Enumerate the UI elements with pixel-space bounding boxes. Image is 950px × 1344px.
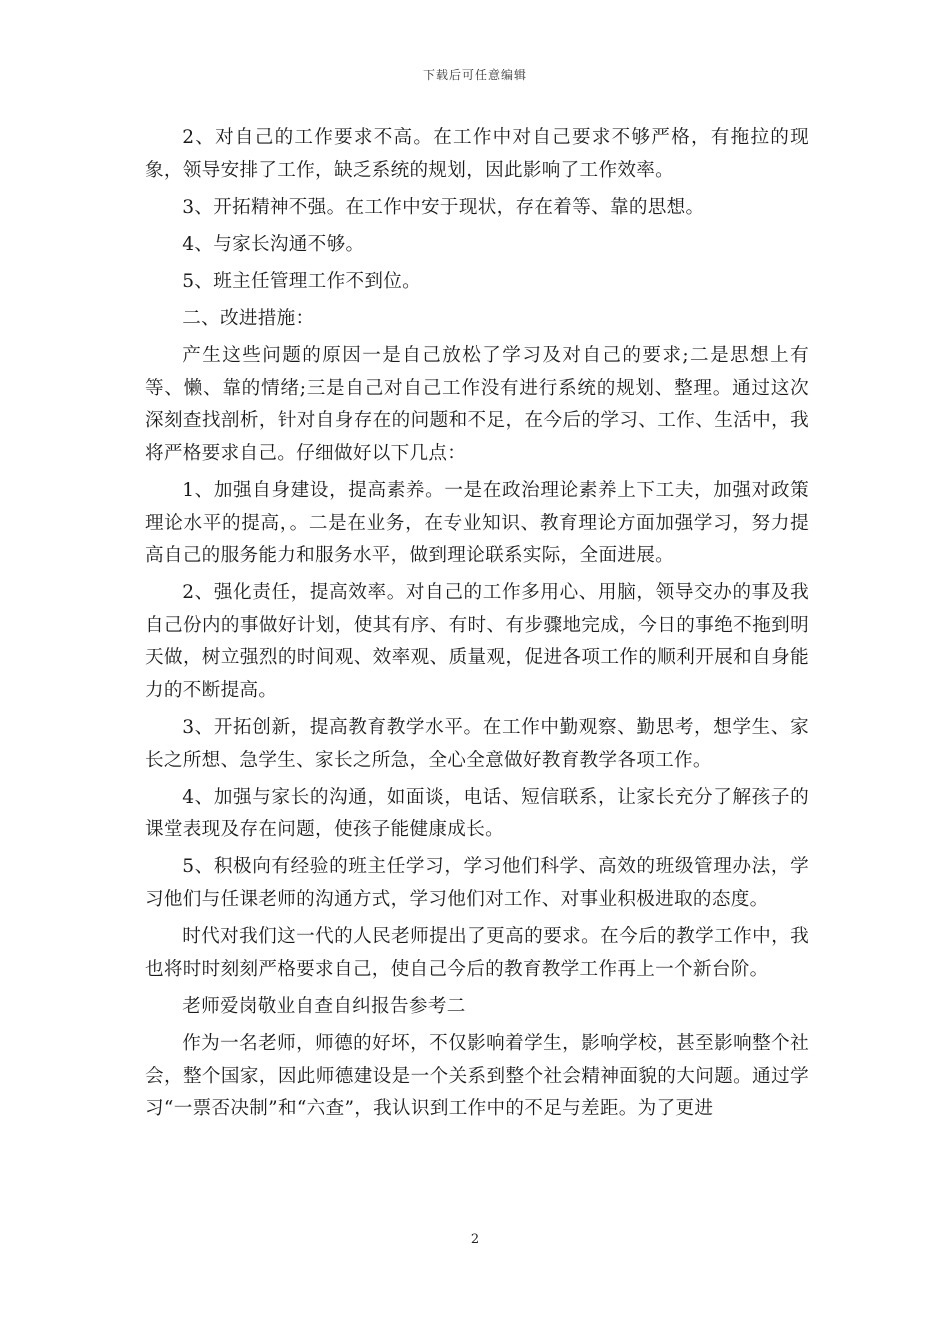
page-header: 下载后可任意编辑 bbox=[422, 68, 527, 82]
paragraph: 4、与家长沟通不够。 bbox=[182, 233, 365, 255]
paragraph: 3、开拓创新，提高教育教学水平。在工作中勤观察、勤思考，想学生、家长之所想、急学生、家长之所急，全心全意做好教育教学各项工作。 bbox=[145, 717, 809, 771]
paragraph: 5、班主任管理工作不到位。 bbox=[182, 270, 422, 292]
paragraph: 4、加强与家长的沟通，如面谈，电话、短信联系，让家长充分了解孩子的课堂表现及存在问题，使孩子能健康成长。 bbox=[145, 786, 809, 841]
paragraph: 产生这些问题的原因一是自己放松了学习及对自己的要求;二是思想上有等、懒、靠的情绪;三是自己对自己工作没有进行系统的规划、整理。通过这次深刻查找剖析，针对自身存在的问题和不足，在今后的学习、工作、生活中，我将严格要求自己。仔细做好以下几点： bbox=[145, 345, 809, 464]
paragraph: 3、开拓精神不强。在工作中安于现状，存在着等、靠的思想。 bbox=[182, 196, 705, 218]
subtitle: 老师爱岗敬业自查自纠报告参考二 bbox=[182, 995, 466, 1017]
paragraph: 5、积极向有经验的班主任学习，学习他们科学、高效的班级管理办法，学习他们与任课老师的沟通方式，学习他们对工作、对事业积极进取的态度。 bbox=[145, 856, 809, 911]
paragraph: 1、加强自身建设，提高素养。一是在政治理论素养上下工夫，加强对政策理论水平的提高，。二是在业务，在专业知识、教育理论方面加强学习，努力提高自己的服务能力和服务水平，做到理论联系实际，全面进展。 bbox=[145, 479, 809, 567]
paragraph: 2、对自己的工作要求不高。在工作中对自己要求不够严格，有拖拉的现象，领导安排了工作，缺乏系统的规划，因此影响了工作效率。 bbox=[145, 127, 809, 181]
document-body bbox=[145, 122, 809, 1130]
section-heading: 二、改进措施： bbox=[182, 307, 315, 329]
paragraph: 2、强化责任，提高效率。对自己的工作多用心、用脑，领导交办的事及我自己份内的事做好计划，使其有序、有时、有步骤地完成，今日的事绝不拖到明天做，树立强烈的时间观、效率观、质量观，促进各项工作的顺利开展和自身能力的不断提高。 bbox=[145, 582, 809, 701]
page-number: 2 bbox=[470, 1232, 480, 1247]
paragraph: 作为一名老师，师德的好坏，不仅影响着学生，影响学校，甚至影响整个社会，整个国家，因此师德建设是一个关系到整个社会精神面貌的大问题。通过学习“一票否决制”和“六查”，我认识到工作中的不足与差距。为了更进 bbox=[145, 1032, 809, 1120]
paragraph: 时代对我们这一代的人民老师提出了更高的要求。在今后的教学工作中，我也将时时刻刻严格要求自己，使自己今后的教育教学工作再上一个新台阶。 bbox=[145, 926, 809, 980]
